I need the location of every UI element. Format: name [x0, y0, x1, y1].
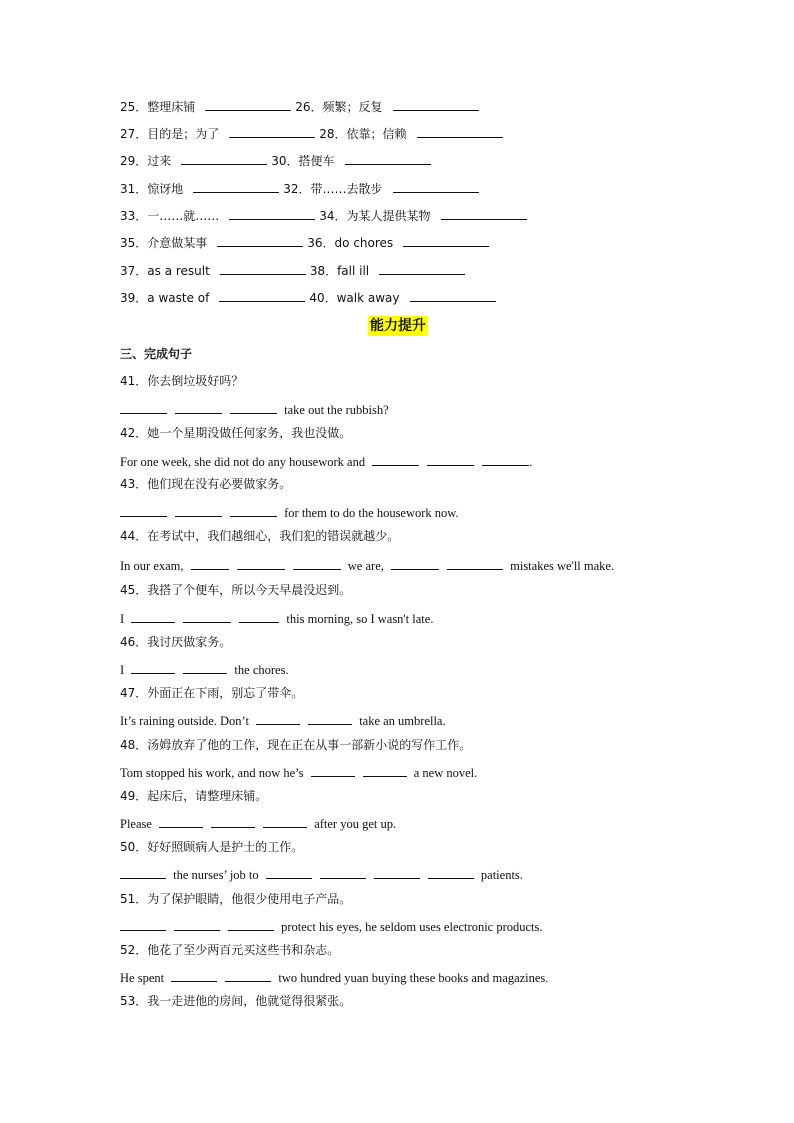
answer-line	[120, 661, 289, 677]
sentence-text: protect his eyes, he seldom uses electronic products.	[281, 920, 543, 934]
question-prompt: 44．在考试中，我们越细心，我们犯的错误就越少。	[120, 529, 400, 543]
sentence-text: the chores.	[234, 663, 289, 677]
vocab-item: 38．fall ill	[309, 264, 370, 278]
sentence-text: after you get up.	[314, 817, 397, 831]
answer-blank[interactable]	[183, 661, 227, 674]
answer-line	[120, 504, 459, 520]
sentence-text: For one week, she did not do any housework and	[120, 455, 366, 469]
vocab-row	[120, 234, 493, 250]
answer-blank[interactable]	[374, 866, 420, 879]
vocab-item: 26．频繁；反复	[295, 100, 383, 114]
answer-blank[interactable]	[181, 152, 267, 165]
answer-blank[interactable]	[403, 234, 489, 247]
section-title: 三、完成句子	[120, 347, 193, 361]
sentence-text: patients.	[480, 868, 523, 882]
question-prompt: 52．他花了至少两百元买这些书和杂志。	[120, 943, 340, 957]
answer-line	[120, 401, 389, 417]
answer-blank[interactable]	[183, 610, 231, 623]
sentence-text: Tom stopped his work, and now he’s	[120, 766, 304, 780]
answer-blank[interactable]	[230, 504, 277, 517]
sentence-text: mistakes we'll make.	[510, 559, 615, 573]
answer-blank[interactable]	[211, 815, 255, 828]
sentence-text: I	[120, 612, 125, 626]
answer-blank[interactable]	[266, 866, 312, 879]
answer-blank[interactable]	[159, 815, 203, 828]
answer-blank[interactable]	[417, 125, 503, 138]
question-prompt: 46．我讨厌做家务。	[120, 635, 232, 649]
answer-blank[interactable]	[171, 969, 217, 982]
answer-blank[interactable]	[393, 180, 479, 193]
answer-blank[interactable]	[482, 453, 529, 466]
sentence-text: .	[529, 455, 533, 469]
question-prompt: 53．我一走进他的房间，他就觉得很紧张。	[120, 994, 352, 1008]
answer-blank[interactable]	[372, 453, 419, 466]
sentence-text: It’s raining outside. Don’t	[120, 714, 249, 728]
answer-blank[interactable]	[441, 207, 527, 220]
sentence-text: Please	[120, 817, 152, 831]
sentence-text: we are,	[347, 559, 384, 573]
vocab-item: 30．搭便车	[271, 154, 335, 168]
sentence-text: In our exam,	[120, 559, 184, 573]
question-prompt: 51．为了保护眼睛，他很少使用电子产品。	[120, 892, 352, 906]
answer-blank[interactable]	[229, 207, 315, 220]
vocab-item: 29．过来	[120, 154, 172, 168]
vocab-item: 33．一……就……	[120, 209, 220, 223]
answer-blank[interactable]	[320, 866, 366, 879]
vocab-row	[120, 152, 435, 168]
sentence-text: the nurses’ job to	[173, 868, 259, 882]
answer-blank[interactable]	[427, 453, 474, 466]
question-prompt: 43．他们现在没有必要做家务。	[120, 477, 292, 491]
answer-blank[interactable]	[225, 969, 271, 982]
vocab-item: 31．惊讶地	[120, 182, 184, 196]
answer-blank[interactable]	[220, 262, 306, 275]
question-prompt: 50．好好照顾病人是护士的工作。	[120, 840, 304, 854]
answer-blank[interactable]	[131, 661, 175, 674]
answer-line	[120, 453, 532, 469]
answer-line	[120, 712, 446, 728]
vocab-item: 25．整理床铺	[120, 100, 196, 114]
answer-blank[interactable]	[391, 557, 439, 570]
question-prompt: 48．汤姆放弃了他的工作，现在正在从事一部新小说的写作工作。	[120, 738, 472, 752]
answer-blank[interactable]	[410, 289, 496, 302]
sentence-text: He spent	[120, 971, 165, 985]
vocab-item: 28．依靠；信赖	[319, 127, 407, 141]
vocab-item: 35．介意做某事	[120, 236, 208, 250]
vocab-row	[120, 98, 483, 114]
answer-line	[120, 969, 548, 985]
answer-blank[interactable]	[120, 866, 166, 879]
vocab-item: 39．a waste of	[120, 291, 210, 305]
answer-blank[interactable]	[131, 610, 175, 623]
answer-line	[120, 557, 614, 573]
answer-blank[interactable]	[175, 401, 222, 414]
answer-blank[interactable]	[175, 504, 222, 517]
vocab-item: 40．walk away	[309, 291, 400, 305]
answer-line	[120, 866, 523, 882]
answer-blank[interactable]	[311, 764, 355, 777]
vocab-row	[120, 289, 500, 305]
answer-blank[interactable]	[308, 712, 352, 725]
question-prompt: 47．外面正在下雨，别忘了带伞。	[120, 686, 304, 700]
answer-blank[interactable]	[219, 289, 305, 302]
answer-blank[interactable]	[256, 712, 300, 725]
vocab-row	[120, 262, 469, 278]
vocab-row	[120, 125, 507, 141]
question-prompt: 49．起床后，请整理床铺。	[120, 789, 268, 803]
answer-blank[interactable]	[120, 918, 166, 931]
sentence-text: two hundred yuan buying these books and magazines.	[278, 971, 549, 985]
answer-blank[interactable]	[191, 557, 229, 570]
answer-blank[interactable]	[229, 125, 315, 138]
vocab-row	[120, 180, 483, 196]
answer-blank[interactable]	[363, 764, 407, 777]
question-prompt: 41．你去倒垃圾好吗？	[120, 374, 244, 388]
answer-blank[interactable]	[379, 262, 465, 275]
answer-blank[interactable]	[193, 180, 279, 193]
answer-line	[120, 610, 433, 626]
answer-blank[interactable]	[228, 918, 274, 931]
answer-blank[interactable]	[293, 557, 341, 570]
answer-blank[interactable]	[345, 152, 431, 165]
answer-blank[interactable]	[263, 815, 307, 828]
vocab-item: 34．为某人提供某物	[319, 209, 431, 223]
vocab-item: 36．do chores	[307, 236, 394, 250]
vocab-item: 32．带……去散步	[283, 182, 383, 196]
answer-blank[interactable]	[120, 504, 167, 517]
sentence-text: a new novel.	[413, 766, 478, 780]
sentence-text: take an umbrella.	[359, 714, 446, 728]
answer-blank[interactable]	[237, 557, 285, 570]
sentence-text: take out the rubbish?	[284, 403, 389, 417]
question-prompt: 42．她一个星期没做任何家务，我也没做。	[120, 426, 352, 440]
answer-blank[interactable]	[239, 610, 279, 623]
answer-blank[interactable]	[447, 557, 503, 570]
vocab-item: 27．目的是；为了	[120, 127, 220, 141]
answer-blank[interactable]	[393, 98, 479, 111]
answer-blank[interactable]	[205, 98, 291, 111]
section-heading-ability: 能力提升	[370, 318, 426, 334]
answer-blank[interactable]	[217, 234, 303, 247]
answer-line	[120, 815, 396, 831]
answer-blank[interactable]	[120, 401, 167, 414]
sentence-text: this morning, so I wasn't late.	[286, 612, 434, 626]
vocab-item: 37．as a result	[120, 264, 210, 278]
question-prompt: 45．我搭了个便车，所以今天早晨没迟到。	[120, 583, 352, 597]
answer-blank[interactable]	[230, 401, 277, 414]
vocab-row	[120, 207, 531, 223]
sentence-text: for them to do the housework now.	[284, 506, 459, 520]
answer-blank[interactable]	[428, 866, 474, 879]
sentence-text: I	[120, 663, 125, 677]
answer-line	[120, 918, 543, 934]
answer-blank[interactable]	[174, 918, 220, 931]
answer-line	[120, 764, 477, 780]
